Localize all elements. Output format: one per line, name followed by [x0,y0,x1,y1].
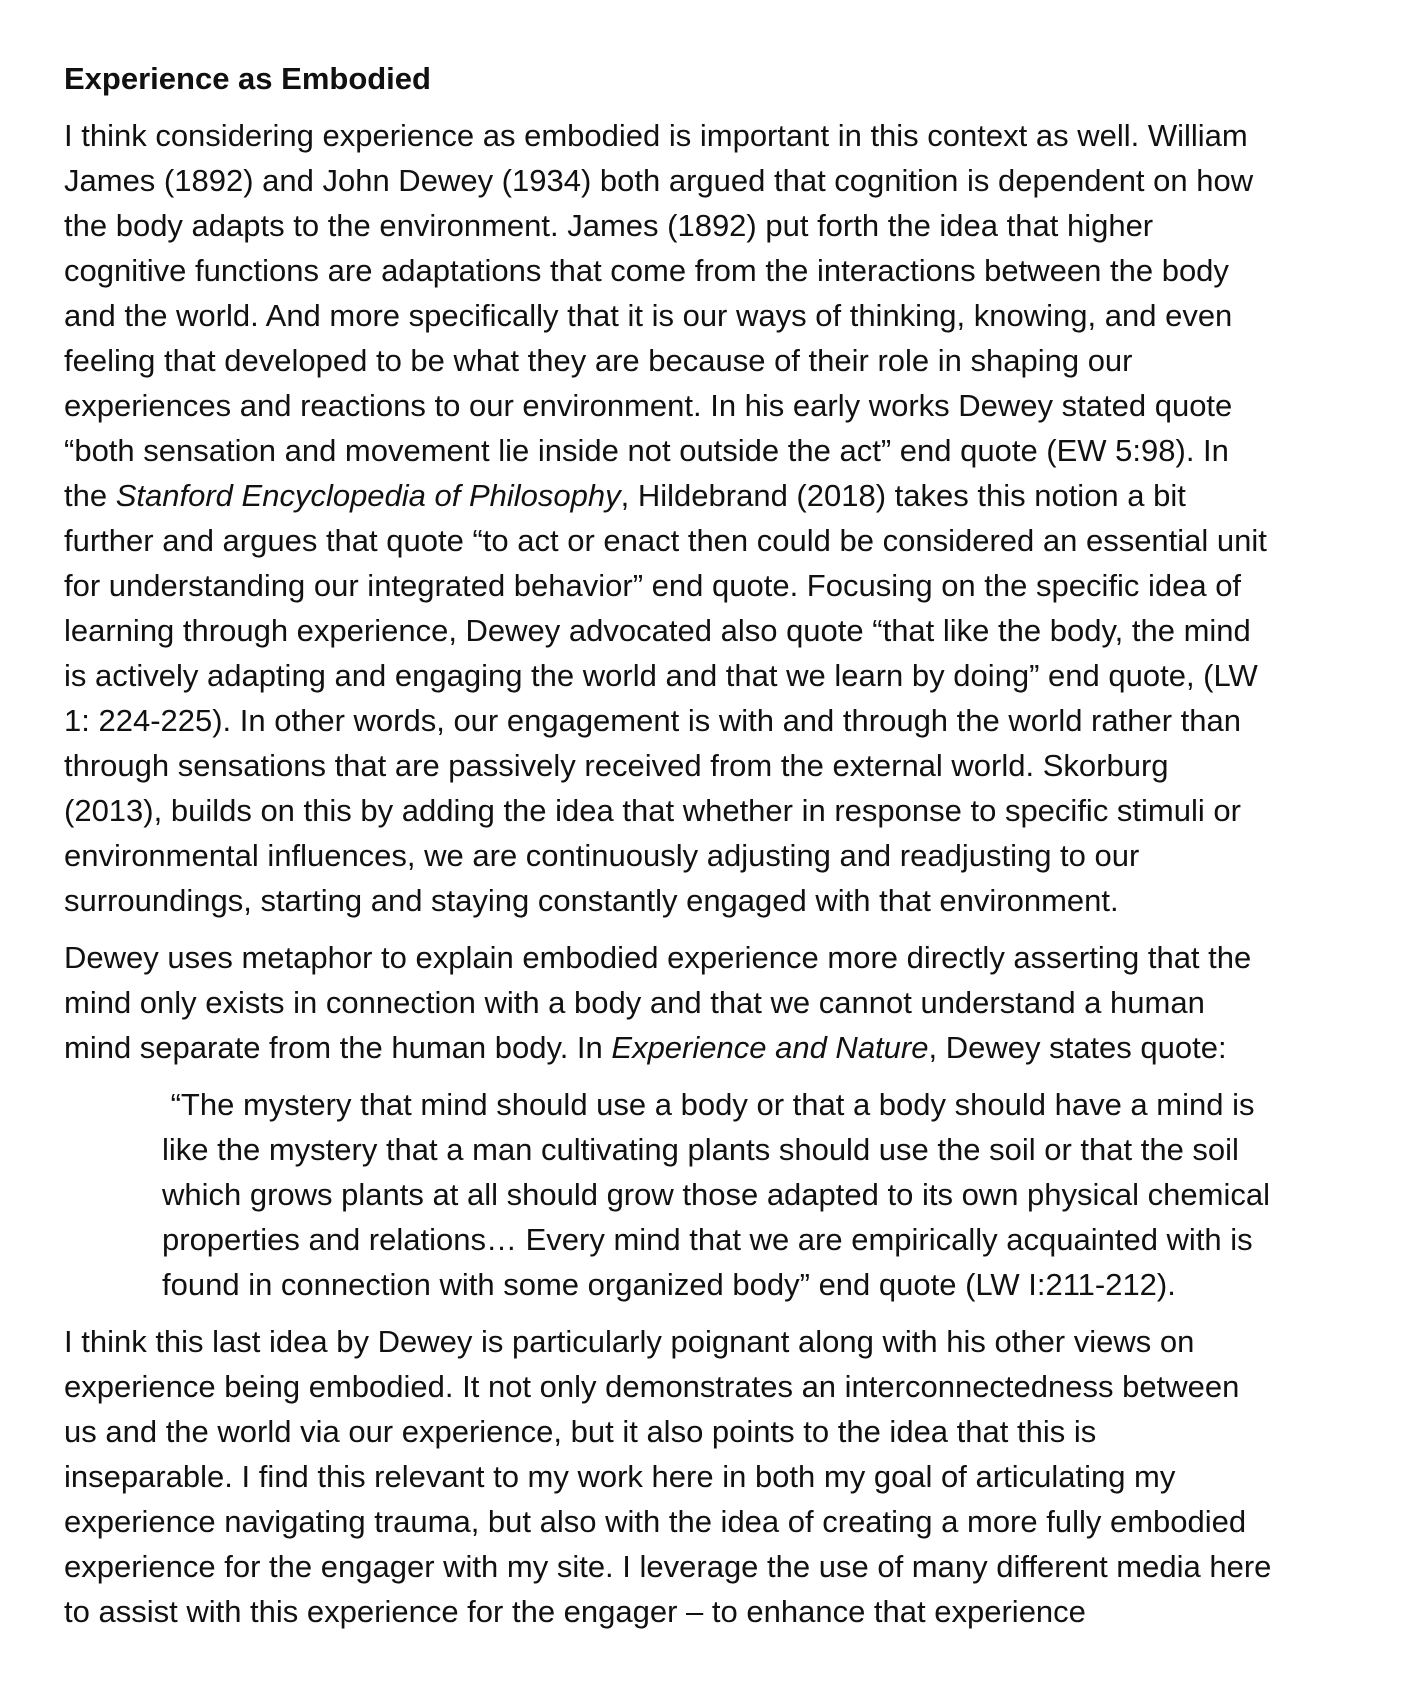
text-line: through sensations that are passively received from the external world. Skorburg [64,748,1169,783]
text-line: (2013), builds on this by adding the idea that whether in response to specific stimuli or [64,793,1241,828]
text-segment: , Hildebrand (2018) takes this notion a bit [620,478,1186,513]
text-line [64,1025,1374,1070]
text-line: experience for the engager with my site. I leverage the use of many different media here [64,1549,1272,1584]
text-line: us and the world via our experience, but it also points to the idea that this is [64,1414,1097,1449]
quote-line: properties and relations… Every mind that we are empirically acquainted with is [162,1222,1253,1257]
text-line: and the world. And more specifically that it is our ways of thinking, knowing, and even [64,298,1233,333]
text-line: Dewey uses metaphor to explain embodied experience more directly asserting that the [64,940,1252,975]
text-line: to assist with this experience for the engager – to enhance that experience [64,1594,1086,1629]
text-line: surroundings, starting and staying constantly engaged with that environment. [64,883,1119,918]
paragraph-1 [64,113,1374,923]
paragraph-3 [64,1319,1374,1634]
text-line: 1: 224-225). In other words, our engagement is with and through the world rather than [64,703,1241,738]
text-line: experience being embodied. It not only demonstrates an interconnectedness between [64,1369,1240,1404]
text-line: James (1892) and John Dewey (1934) both argued that cognition is dependent on how [64,163,1254,198]
text-line: inseparable. I find this relevant to my work here in both my goal of articulating my [64,1459,1176,1494]
paragraph-2 [64,935,1374,1070]
text-line: feeling that developed to be what they are because of their role in shaping our [64,343,1133,378]
text-line: experience navigating trauma, but also with the idea of creating a more fully embodied [64,1504,1247,1539]
quote-line: which grows plants at all should grow those adapted to its own physical chemical [162,1177,1270,1212]
book-title: Stanford Encyclopedia of Philosophy [115,478,621,513]
book-title: Experience and Nature [611,1030,929,1065]
text-line: the body adapts to the environment. James (1892) put forth the idea that higher [64,208,1154,243]
text-line: mind only exists in connection with a body and that we cannot understand a human [64,985,1205,1020]
quote-line: “The mystery that mind should use a body or that a body should have a mind is [162,1087,1255,1122]
quote-line: found in connection with some organized body” end quote (LW I:211-212). [162,1267,1176,1302]
block-quote [162,1082,1374,1307]
text-segment: , Dewey states quote: [928,1030,1227,1065]
text-line [64,473,1374,518]
text-line: cognitive functions are adaptations that come from the interactions between the body [64,253,1229,288]
text-line: is actively adapting and engaging the world and that we learn by doing” end quote, (LW [64,658,1258,693]
document-page [64,56,1374,1646]
section-heading: Experience as Embodied [64,61,431,96]
quote-line: like the mystery that a man cultivating plants should use the soil or that the soil [162,1132,1239,1167]
text-line: learning through experience, Dewey advocated also quote “that like the body, the mind [64,613,1251,648]
text-line: experiences and reactions to our environment. In his early works Dewey stated quote [64,388,1233,423]
text-line: I think considering experience as embodied is important in this context as well. William [64,118,1248,153]
text-line: environmental influences, we are continuously adjusting and readjusting to our [64,838,1140,873]
text-line: I think this last idea by Dewey is particularly poignant along with his other views on [64,1324,1195,1359]
text-segment: mind separate from the human body. In [64,1030,612,1065]
text-line: “both sensation and movement lie inside not outside the act” end quote (EW 5:98). In [64,433,1229,468]
text-line: further and argues that quote “to act or enact then could be considered an essential unit [64,523,1267,558]
text-segment: the [64,478,116,513]
text-line: for understanding our integrated behavior” end quote. Focusing on the specific idea of [64,568,1242,603]
